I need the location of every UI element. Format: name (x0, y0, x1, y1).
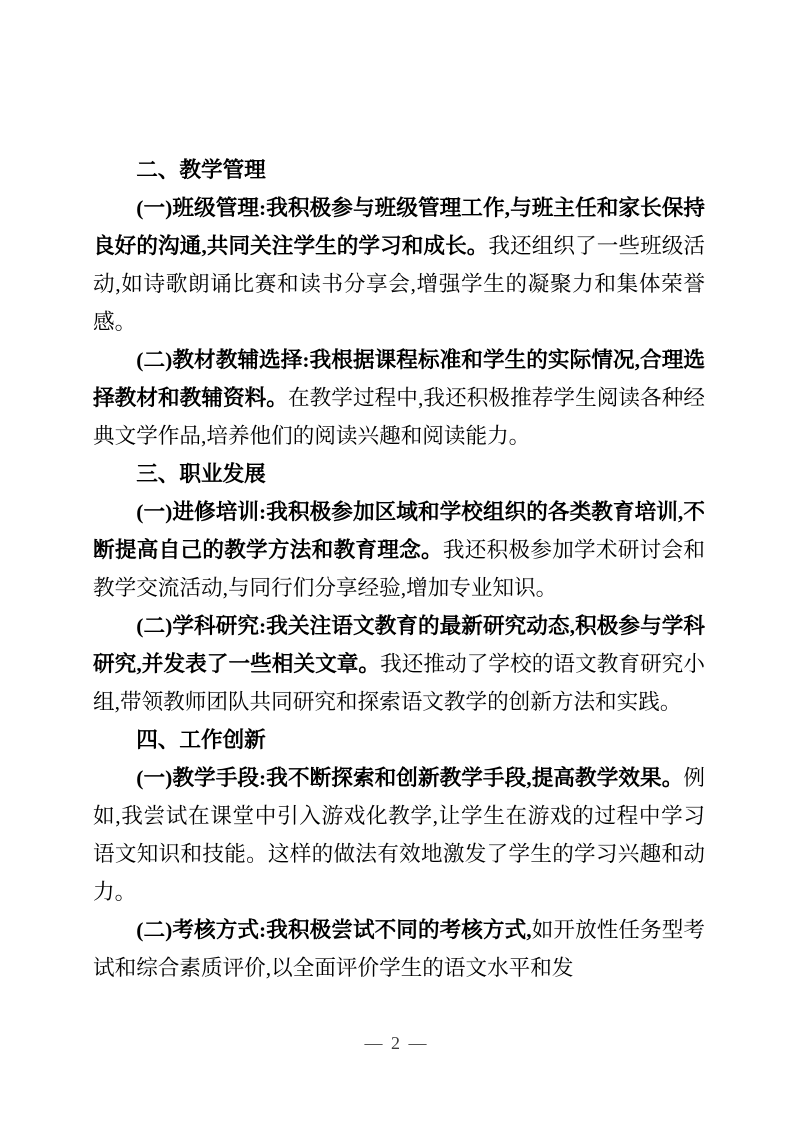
paragraph-lead: (二)考核方式:我积极尝试不同的考核方式, (136, 918, 532, 942)
section-heading-teaching-management: 二、教学管理 (136, 158, 266, 182)
paragraph-rest: 我还积极参加学术研讨会和教学交流活动,与同行们分享经验,增加专业知识。 (93, 538, 705, 600)
paragraph-assessment-methods (93, 911, 705, 987)
paragraph-further-training (93, 493, 705, 607)
paragraph-rest: 我还推动了学校的语文教育研究小组,带领教师团队共同研究和探索语文教学的创新方法和实践。 (93, 652, 705, 714)
page-number-footer: — 2 — (364, 1033, 429, 1053)
section-heading-career-development: 三、职业发展 (136, 462, 266, 486)
paragraph-teaching-methods (93, 759, 705, 911)
paragraph-rest: 在教学过程中,我还积极推荐学生阅读各种经典文学作品,培养他们的阅读兴趣和阅读能力。 (93, 386, 705, 448)
paragraph-rest: 我还组织了一些班级活动,如诗歌朗诵比赛和读书分享会,增强学生的凝聚力和集体荣誉感。 (93, 234, 705, 334)
paragraph-lead: (一)班级管理:我积极参与班级管理工作,与班主任和家长保持良好的沟通,共同关注学生的学习和成长。 (93, 196, 705, 258)
paragraph-lead: (一)进修培训:我积极参加区域和学校组织的各类教育培训,不断提高自己的教学方法和教育理念。 (93, 500, 705, 562)
paragraph-lead: (二)教材教辅选择:我根据课程标准和学生的实际情况,合理选择教材和教辅资料。 (93, 348, 705, 410)
paragraph-rest: 例如,我尝试在课堂中引入游戏化教学,让学生在游戏的过程中学习语文知识和技能。这样的做法有效地激发了学生的学习兴趣和动力。 (93, 766, 705, 904)
paragraph-lead: (一)教学手段:我不断探索和创新教学手段,提高教学效果。 (136, 766, 684, 790)
paragraph-rest: 如开放性任务型考试和综合素质评价,以全面评价学生的语文水平和发 (93, 918, 705, 980)
paragraph-lead: (二)学科研究:我关注语文教育的最新研究动态,积极参与学科研究,并发表了一些相关文章。 (93, 614, 705, 676)
section-heading-work-innovation: 四、工作创新 (136, 728, 266, 752)
paragraph-textbook-selection (93, 341, 705, 455)
paragraph-subject-research (93, 607, 705, 721)
document-body (93, 151, 705, 987)
paragraph-class-management (93, 189, 705, 341)
